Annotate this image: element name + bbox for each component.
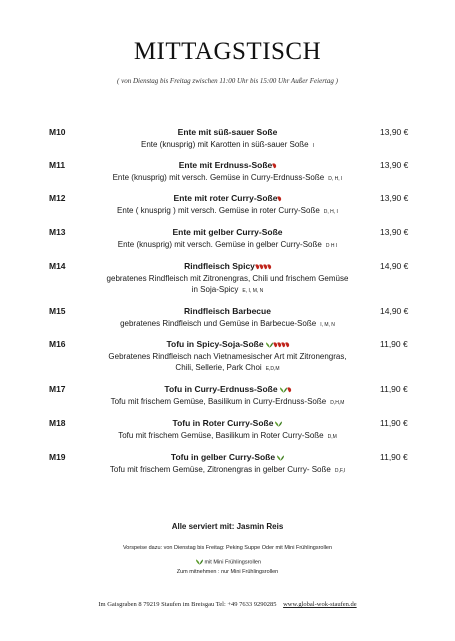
menu-item-price: 14,90 € bbox=[380, 261, 409, 271]
menu-item-name-text: Tofu in Roter Curry-Soße bbox=[172, 418, 274, 428]
menu-item-code: M13 bbox=[49, 227, 66, 237]
menu-item-price: 11,90 € bbox=[380, 339, 408, 349]
menu-item-description bbox=[70, 140, 385, 149]
menu-item-name bbox=[80, 452, 375, 462]
chili-icon bbox=[267, 264, 272, 270]
page-subtitle: ( von Dienstag bis Freitag zwischen 11:00 Uhr bis 15:00 Uhr Außer Feiertag ) bbox=[117, 77, 338, 85]
menu-item-description-text: Gebratenes Rindfleisch nach Vietnamesischer Art mit Zitronengras, bbox=[108, 352, 347, 361]
menu-item-allergens: D,F,I bbox=[334, 468, 346, 474]
menu-item-description-line2 bbox=[70, 363, 385, 372]
vegan-leaf-icon bbox=[277, 455, 284, 461]
menu-item-name bbox=[80, 384, 375, 394]
menu-item-description-text: Ente (knusprig) mit Karotten in süß-sauer Soße bbox=[140, 140, 309, 149]
menu-item-allergens: D, H, I bbox=[323, 209, 338, 215]
menu-item-price: 14,90 € bbox=[380, 306, 409, 316]
menu-item-description bbox=[70, 319, 385, 328]
menu-item-description bbox=[70, 352, 385, 361]
page-title: MITTAGSTISCH bbox=[133, 38, 322, 65]
menu-item-description bbox=[70, 274, 385, 283]
menu-item-allergens: E, I, M, N bbox=[242, 288, 264, 294]
menu-item-code: M10 bbox=[49, 127, 66, 137]
menu-item-name-text: Rindfleisch Spicy bbox=[184, 261, 255, 271]
menu-item-price: 13,90 € bbox=[380, 193, 409, 203]
menu-item-code: M19 bbox=[49, 452, 66, 462]
menu-item-code: M14 bbox=[49, 261, 66, 271]
footer-website-link[interactable]: www.global-wok-staufen.de bbox=[283, 601, 357, 608]
menu-item-description bbox=[70, 240, 385, 249]
menu-item-code: M11 bbox=[49, 160, 66, 170]
chili-icon bbox=[285, 342, 290, 348]
menu-item-description-text: Tofu mit frischem Gemüse, Basilikum in Roter Curry-Soße bbox=[118, 431, 324, 440]
menu-item-description-line2-text: in Soja-Spicy bbox=[191, 285, 239, 294]
menu-item-price: 11,90 € bbox=[380, 418, 408, 428]
menu-item-allergens: D,H,M bbox=[330, 400, 345, 406]
menu-item-name-text: Tofu in gelber Curry-Soße bbox=[170, 452, 276, 462]
menu-item-price: 11,90 € bbox=[380, 384, 408, 394]
menu-item-allergens: I bbox=[312, 143, 314, 149]
footer-address: Im Gaisgraben 8 79219 Staufen im Breisgau Tel: +49 7633 9290285 bbox=[98, 601, 277, 608]
menu-item-name-text: Rindfleisch Barbecue bbox=[184, 306, 271, 316]
menu-item-description-line2 bbox=[70, 285, 385, 294]
menu-item-name bbox=[80, 227, 375, 237]
menu-item-name-text: Ente mit Erdnuss-Soße bbox=[178, 160, 273, 170]
menu-item-description-text: gebratenes Rindfleisch und Gemüse in Barbecue-Soße bbox=[120, 319, 317, 328]
starter-line-2 bbox=[0, 559, 455, 565]
menu-item-name-text: Tofu in Curry-Erdnuss-Soße bbox=[164, 384, 278, 394]
menu-item-name bbox=[80, 418, 375, 428]
menu-item-name-text: Ente mit gelber Curry-Soße bbox=[172, 227, 283, 237]
menu-item-name-text: Tofu in Spicy-Soja-Soße bbox=[166, 339, 264, 349]
menu-item-description-text: Ente (knusprig) mit versch. Gemüse in gelber Curry-Soße bbox=[117, 240, 322, 249]
menu-item-allergens: D, H, I bbox=[328, 176, 343, 182]
menu-item-name bbox=[80, 127, 375, 137]
menu-item-code: M16 bbox=[49, 339, 66, 349]
menu-item-allergens: D,M bbox=[327, 434, 337, 440]
menu-item-description bbox=[70, 397, 385, 406]
menu-item-price: 13,90 € bbox=[380, 160, 409, 170]
menu-item-price: 13,90 € bbox=[380, 227, 409, 237]
starter-line: Vorspeise dazu: von Dienstag bis Freitag: Peking Suppe Oder mit Mini Frühlingsrollen bbox=[122, 545, 333, 551]
menu-item-name bbox=[80, 339, 375, 349]
menu-item-description bbox=[70, 206, 385, 215]
menu-item-code: M17 bbox=[49, 384, 66, 394]
menu-item-description-text: gebratenes Rindfleisch mit Zitronengras, Chili und frischem Gemüse bbox=[106, 274, 349, 283]
menu-item-description bbox=[70, 431, 385, 440]
chili-icon bbox=[278, 196, 283, 202]
menu-item-allergens: I, M, N bbox=[320, 322, 335, 328]
menu-item-description-line2-text: Chili, Sellerie, Park Choi bbox=[175, 363, 262, 372]
vegan-leaf-icon bbox=[196, 559, 203, 565]
menu-item-code: M12 bbox=[49, 193, 66, 203]
menu-item-code: M15 bbox=[49, 306, 66, 316]
served-with: Alle serviert mit: Jasmin Reis bbox=[171, 522, 284, 531]
menu-item-description bbox=[70, 173, 385, 182]
vegan-leaf-icon bbox=[280, 387, 287, 393]
menu-item-name-text: Ente mit süß-sauer Soße bbox=[177, 127, 278, 137]
menu-item-allergens: D H I bbox=[325, 243, 338, 249]
menu-item-name bbox=[80, 160, 375, 170]
vegan-leaf-icon bbox=[275, 421, 282, 427]
menu-item-description bbox=[70, 465, 385, 474]
starter-line-2-text: mit Mini Frühlingsrollen bbox=[204, 559, 262, 566]
menu-item-name bbox=[80, 193, 375, 203]
vegan-leaf-icon bbox=[266, 342, 273, 348]
menu-item-name bbox=[80, 306, 375, 316]
menu-item-name bbox=[80, 261, 375, 271]
menu-item-description-text: Tofu mit frischem Gemüse, Basilikum in Curry-Erdnuss-Soße bbox=[110, 397, 327, 406]
chili-icon bbox=[272, 163, 277, 169]
takeaway-line: Zum mitnehmen : nur Mini Frühlingsrollen bbox=[176, 569, 279, 575]
menu-item-price: 13,90 € bbox=[380, 127, 409, 137]
footer bbox=[0, 601, 455, 608]
menu-item-description-text: Ente (knusprig) mit versch. Gemüse in Curry-Erdnuss-Soße bbox=[112, 173, 325, 182]
menu-item-description-text: Ente ( knusprig ) mit versch. Gemüse in roter Curry-Soße bbox=[117, 206, 320, 215]
menu-item-name-text: Ente mit roter Curry-Soße bbox=[173, 193, 278, 203]
menu-item-price: 11,90 € bbox=[380, 452, 408, 462]
menu-item-description-text: Tofu mit frischem Gemüse, Zitronengras in gelber Curry- Soße bbox=[109, 465, 331, 474]
menu-item-code: M18 bbox=[49, 418, 66, 428]
chili-icon bbox=[287, 387, 292, 393]
menu-item-allergens: E,D,M bbox=[265, 366, 280, 372]
